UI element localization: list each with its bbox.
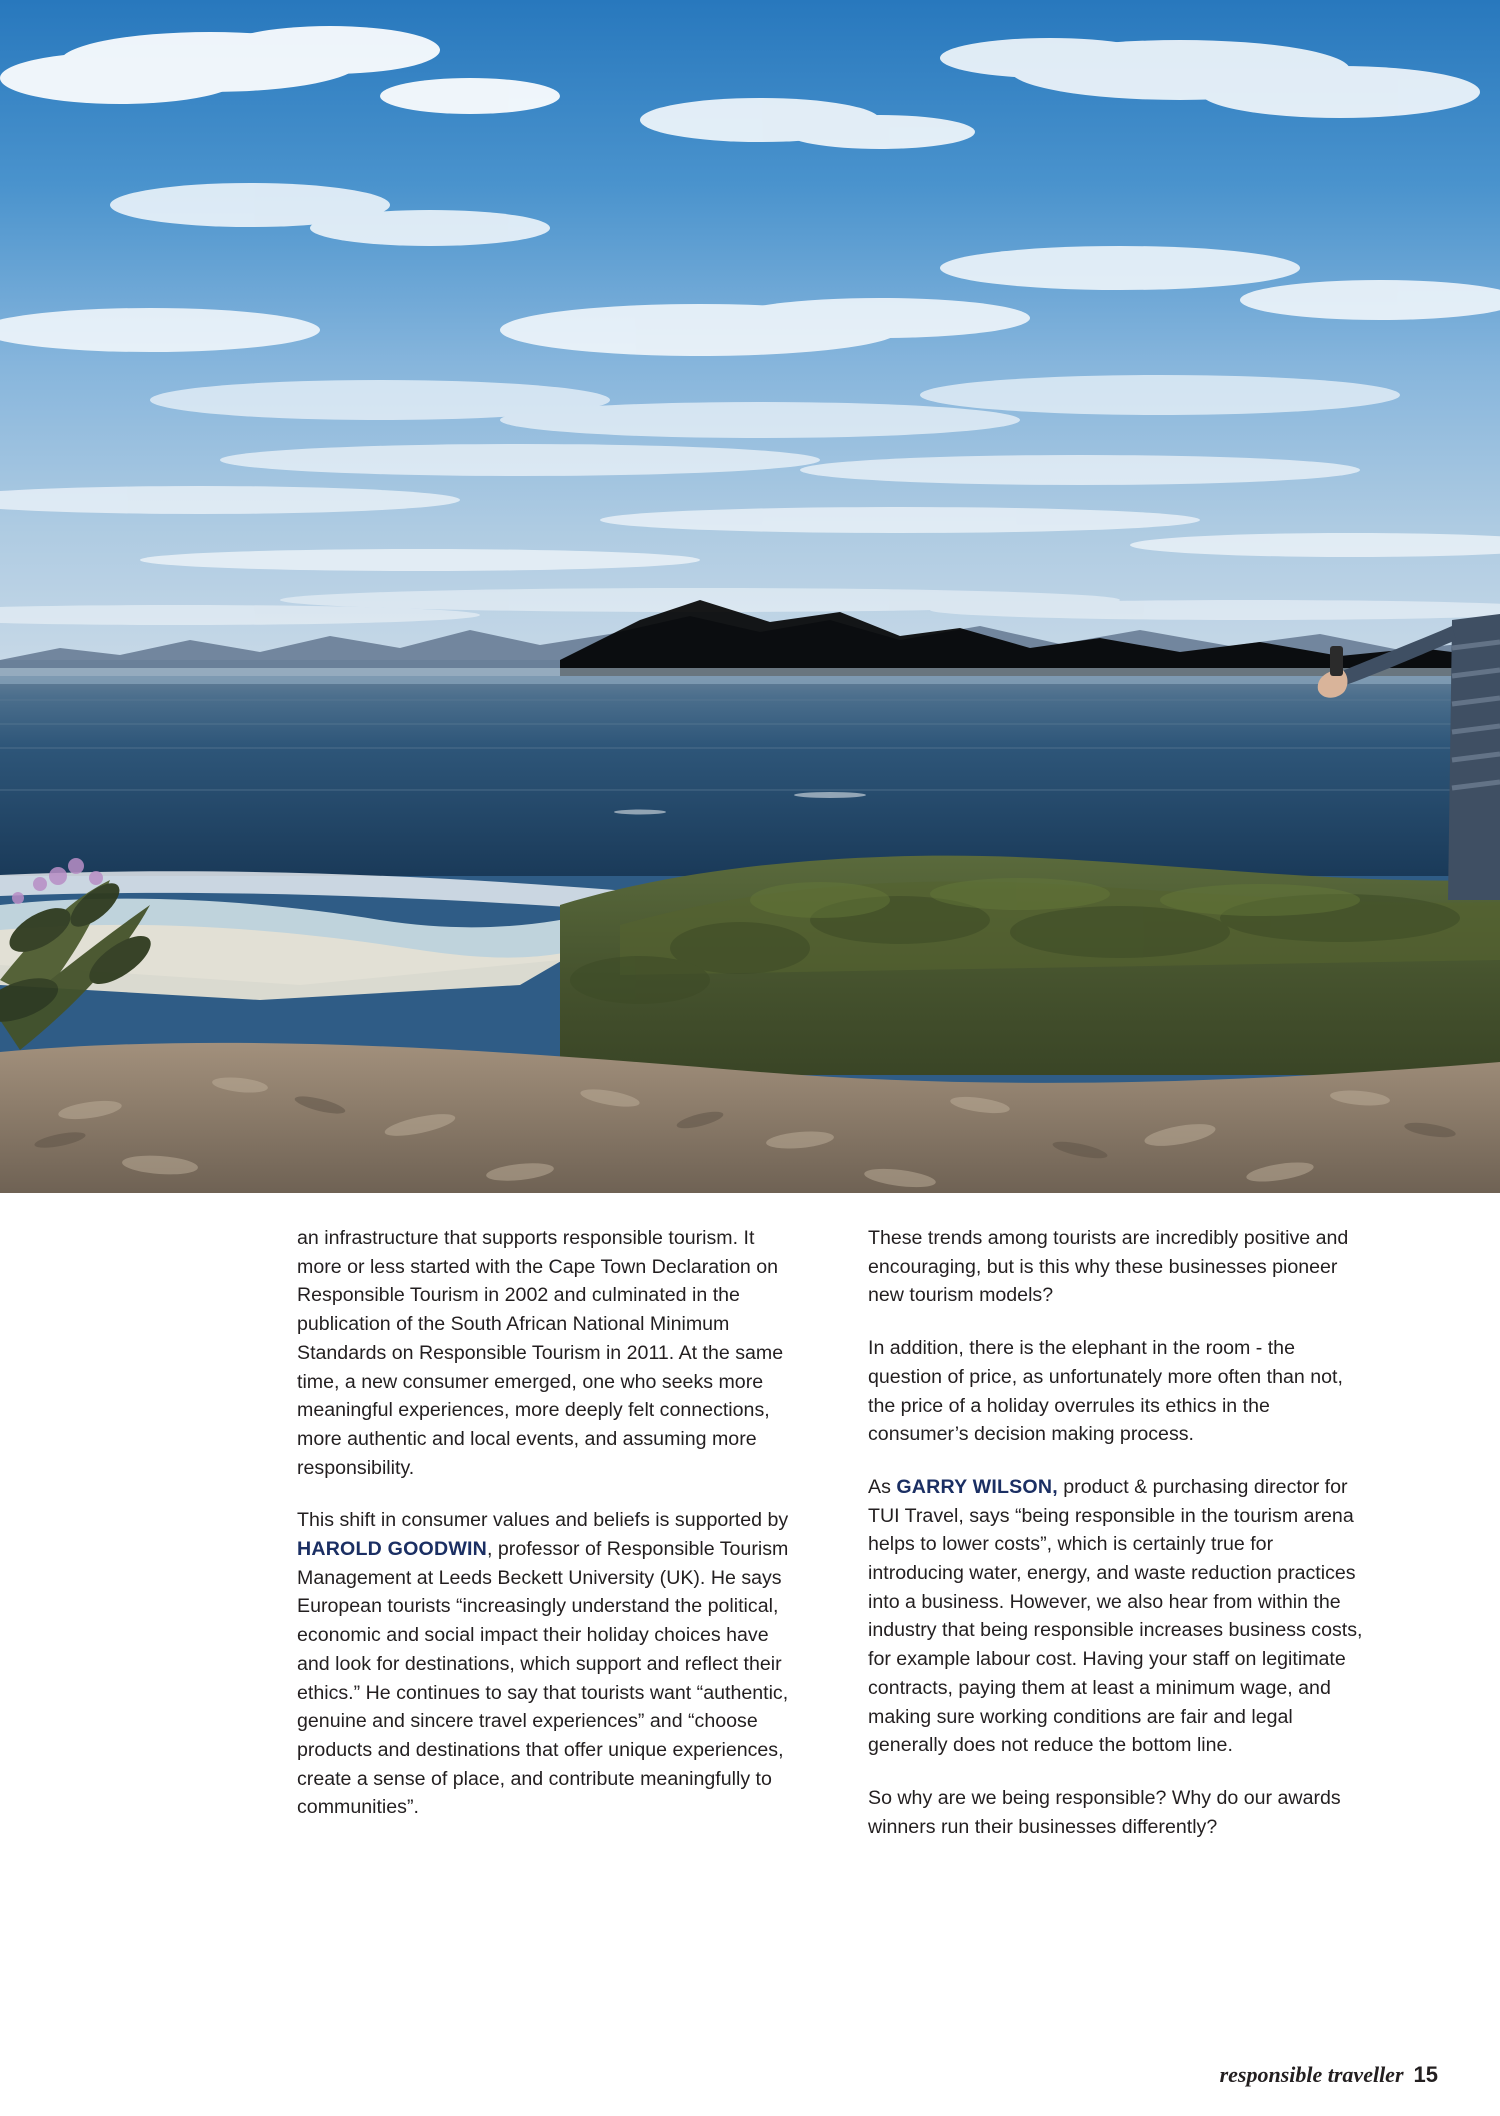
paragraph-trends: These trends among tourists are incredibly positive and encouraging, but is this why these businesses pioneer new tourism models? [868,1227,1349,1307]
page-number: 15 [1413,2062,1438,2087]
paragraph-price: In addition, there is the elephant in the room - the question of price, as unfortunately more often than not, the price of a holiday overrules its ethics in the consumer’s decision making process. [868,1337,1343,1446]
article-column-right [868,1224,1373,1841]
page-footer [1220,2062,1438,2088]
paragraph-text-before: As [868,1475,897,1498]
person-name-harold-goodwin: HAROLD GOODWIN [297,1538,488,1561]
paragraph-continuation: an infrastructure that supports responsible tourism. It more or less started with the Cape Town Declaration on Responsible Tourism in 2002 and culminated in the publication of the South African National Minimum Standards on Responsible Tourism in 2011. At the same time, a new consumer emerged, one who seeks more meaningful experiences, more deeply felt connections, more authentic and local events, and assuming more responsibility. [297,1227,784,1479]
paragraph-text-after: product & purchasing director for TUI Travel, says “being responsible in the tourism arena helps to lower costs”, which is certainly true for introducing water, energy, and waste reduction practices into a business. However, we also hear from within the industry that being responsible increases business costs, for example labour cost. Having your staff on legitimate contracts, paying them at least a minimum wage, and making sure working conditions are fair and legal generally does not reduce the bottom line. [868,1475,1363,1757]
person-name-garry-wilson: GARRY WILSON, [896,1475,1058,1498]
article-body [0,1193,1500,2116]
paragraph-text-before: This shift in consumer values and beliefs is supported by [297,1509,789,1532]
paragraph-text-after: , professor of Responsible Tourism Management at Leeds Beckett University (UK). He says European tourists “increasingly understand the political, economic and social impact their holiday choices have and look for destinations, which support and reflect their ethics.” He continues to say that tourists want “authentic, genuine and sincere travel experiences” and “choose products and destinations that offer unique experiences, create a sense of place, and contribute meaningfully to communities”. [297,1538,789,1819]
article-column-left [297,1224,802,1822]
paragraph-garry-wilson [868,1473,1373,1760]
paragraph-harold-goodwin [297,1506,802,1822]
publication-title: responsible traveller [1219,2062,1404,2087]
paragraph-closing-question: So why are we being responsible? Why do our awards winners run their businesses differently? [868,1786,1341,1838]
